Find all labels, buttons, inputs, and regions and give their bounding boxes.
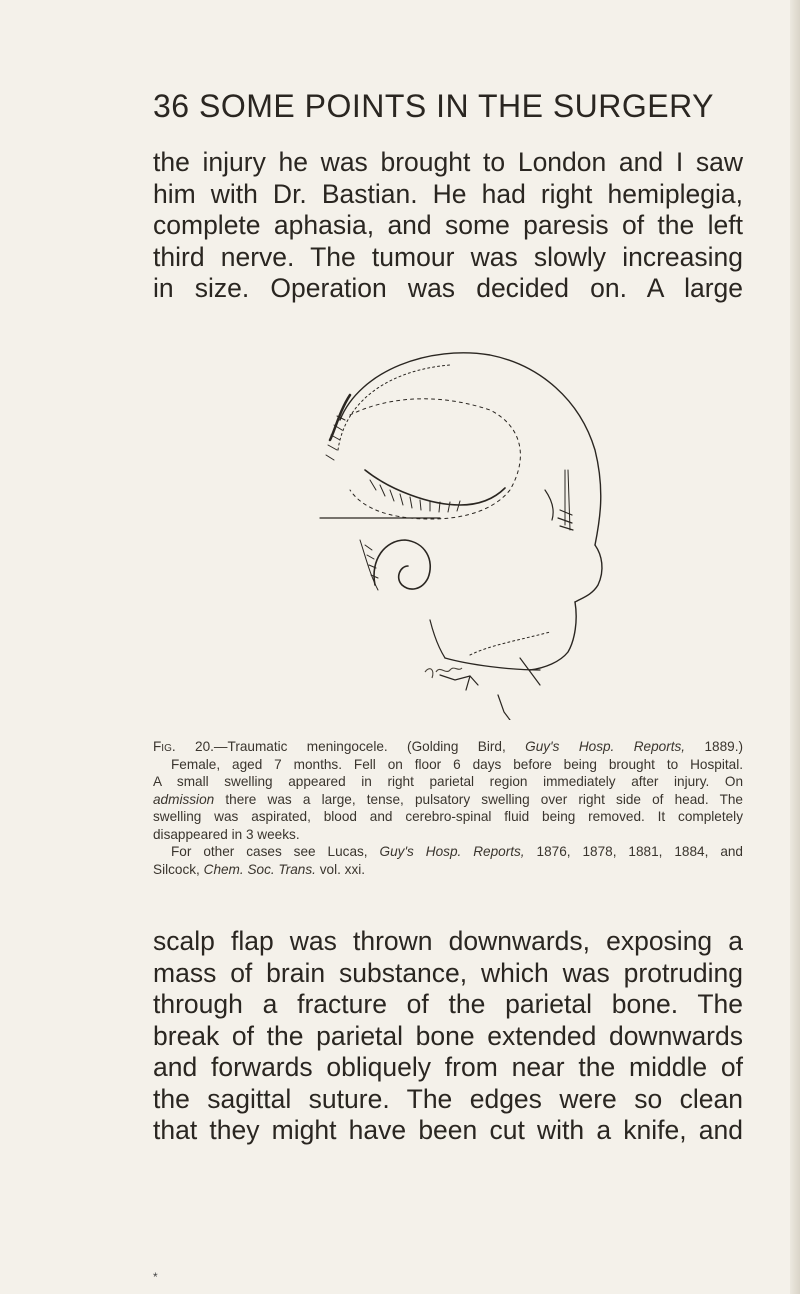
figure-label: Fig. 20. xyxy=(153,739,214,754)
text-line: that they might have been cut with a knife, and xyxy=(153,1115,743,1145)
figure-title: —Traumatic meningocele. xyxy=(213,739,388,754)
silcock-post: vol. xxi. xyxy=(315,861,366,877)
admission-word: admission xyxy=(153,791,215,807)
text-line: and forwards obliquely from near the middle of xyxy=(153,1052,743,1082)
caption-line: A small swelling appeared in right parietal region immediately after injury. On xyxy=(153,774,743,789)
caption-other-cases xyxy=(153,843,743,861)
caption-line: swelling was aspirated, blood and cerebro-spinal fluid being removed. It completely xyxy=(153,809,743,824)
body-paragraph-top xyxy=(153,147,743,305)
stray-print-mark: * xyxy=(153,1270,158,1284)
figure-source-year: 1889.) xyxy=(685,739,744,754)
text-line: break of the parietal bone extended downwards xyxy=(153,1020,743,1051)
caption-line xyxy=(153,791,743,809)
text-line: through a fracture of the parietal bone. The xyxy=(153,989,743,1019)
meningocele-illustration xyxy=(290,340,610,720)
text-line: third nerve. The tumour was slowly increasing xyxy=(153,241,743,272)
other-cases-pre: For other cases see Lucas, xyxy=(171,844,380,859)
figure-source-journal: Guy's Hosp. Reports, xyxy=(525,739,686,754)
silcock-journal: Chem. Soc. Trans. xyxy=(203,861,316,877)
caption-silcock xyxy=(153,861,743,879)
other-cases-years: 1876, 1878, 1881, 1884, and xyxy=(524,844,743,859)
running-head: 36 SOME POINTS IN THE SURGERY xyxy=(153,88,714,124)
page-edge-shadow xyxy=(790,0,800,1294)
caption-line-rest: there was a large, tense, pulsatory swelling over right side of head. The xyxy=(214,791,743,807)
other-cases-journal: Guy's Hosp. Reports, xyxy=(379,844,525,859)
text-line: complete aphasia, and some paresis of the left xyxy=(153,210,743,240)
body-paragraph-bottom xyxy=(153,926,743,1147)
caption-line: Female, aged 7 months. Fell on floor 6 days before being brought to Hospital. xyxy=(171,756,743,772)
caption-title-line xyxy=(153,738,743,756)
text-line: mass of brain substance, which was protruding xyxy=(153,957,743,988)
silcock-pre: Silcock, xyxy=(153,861,204,877)
figure-source: (Golding Bird, xyxy=(387,739,526,754)
text-line: in size. Operation was decided on. A large xyxy=(153,273,743,303)
text-line: the sagittal suture. The edges were so clean xyxy=(153,1083,743,1114)
figure-caption xyxy=(153,738,743,878)
text-line: the injury he was brought to London and I saw xyxy=(153,147,743,177)
text-line: him with Dr. Bastian. He had right hemiplegia, xyxy=(153,178,743,209)
text-line: scalp flap was thrown downwards, exposing a xyxy=(153,926,743,956)
caption-line: disappeared in 3 weeks. xyxy=(153,826,300,842)
